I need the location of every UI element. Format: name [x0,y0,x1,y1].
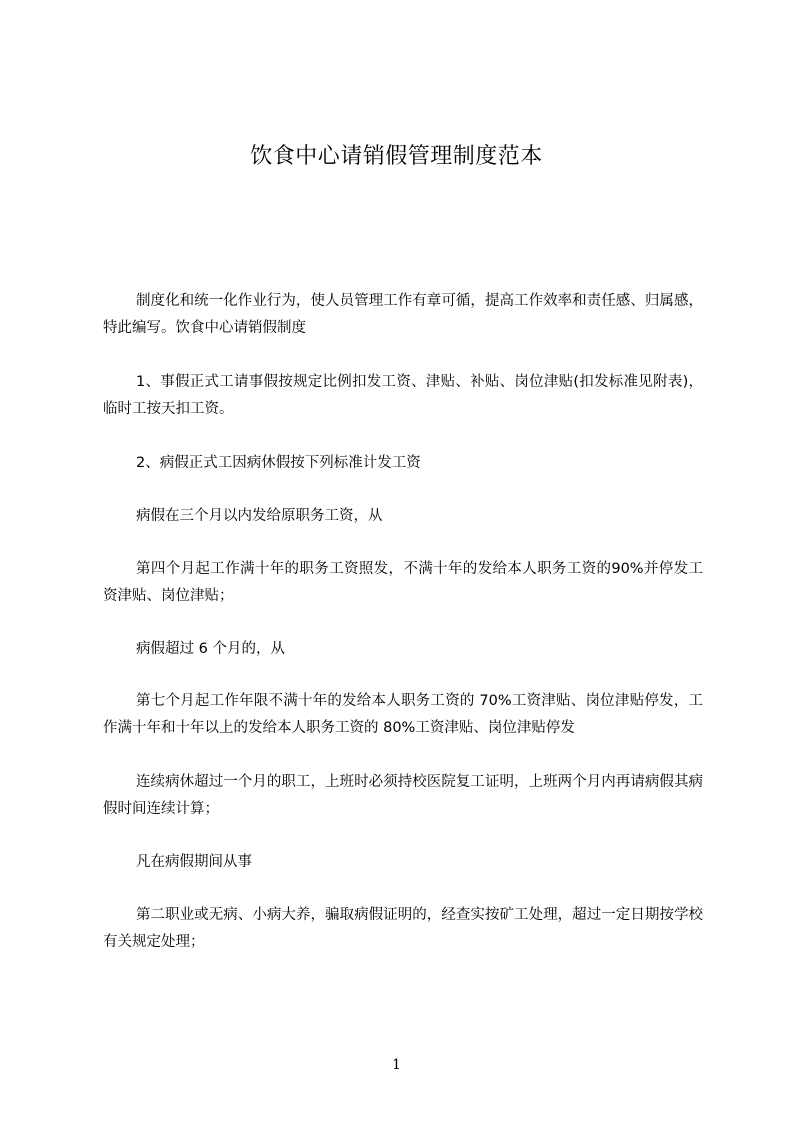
paragraph-personal-leave: 1、事假正式工请事假按规定比例扣发工资、津贴、补贴、岗位津贴(扣发标准见附表)，临时工按天扣工资。 [103,374,703,417]
paragraph-sick-leave-heading: 2、病假正式工因病休假按下列标准计发工资 [136,455,421,471]
document-title: 饮食中心请销假管理制度范本 [250,144,543,169]
paragraph-second-job: 第二职业或无病、小病大养，骗取病假证明的，经查实按矿工处理，超过一定日期按学校有关规定处理； [103,907,703,950]
paragraph-seventh-month: 第七个月起工作年限不满十年的发给本人职务工资的 70%工资津贴、岗位津贴停发，工作满十年和十年以上的发给本人职务工资的 80%工资津贴、岗位津贴停发 [103,693,703,736]
paragraph-fourth-month: 第四个月起工作满十年的职务工资照发，不满十年的发给本人职务工资的90%并停发工资津贴、岗位津贴； [103,561,703,604]
paragraph-over-six-months: 病假超过 6 个月的，从 [136,641,285,657]
paragraph-intro: 制度化和统一化作业行为，使人员管理工作有章可循，提高工作效率和责任感、归属感，特此编写。饮食中心请销假制度 [103,293,703,336]
paragraph-during-sick-leave: 凡在病假期间从事 [136,854,252,870]
paragraph-return-certificate: 连续病休超过一个月的职工，上班时必须持校医院复工证明，上班两个月内再请病假其病假时间连续计算； [103,774,703,817]
page-number: 1 [392,1057,401,1073]
paragraph-sick-within-three-months: 病假在三个月以内发给原职务工资，从 [136,508,383,524]
